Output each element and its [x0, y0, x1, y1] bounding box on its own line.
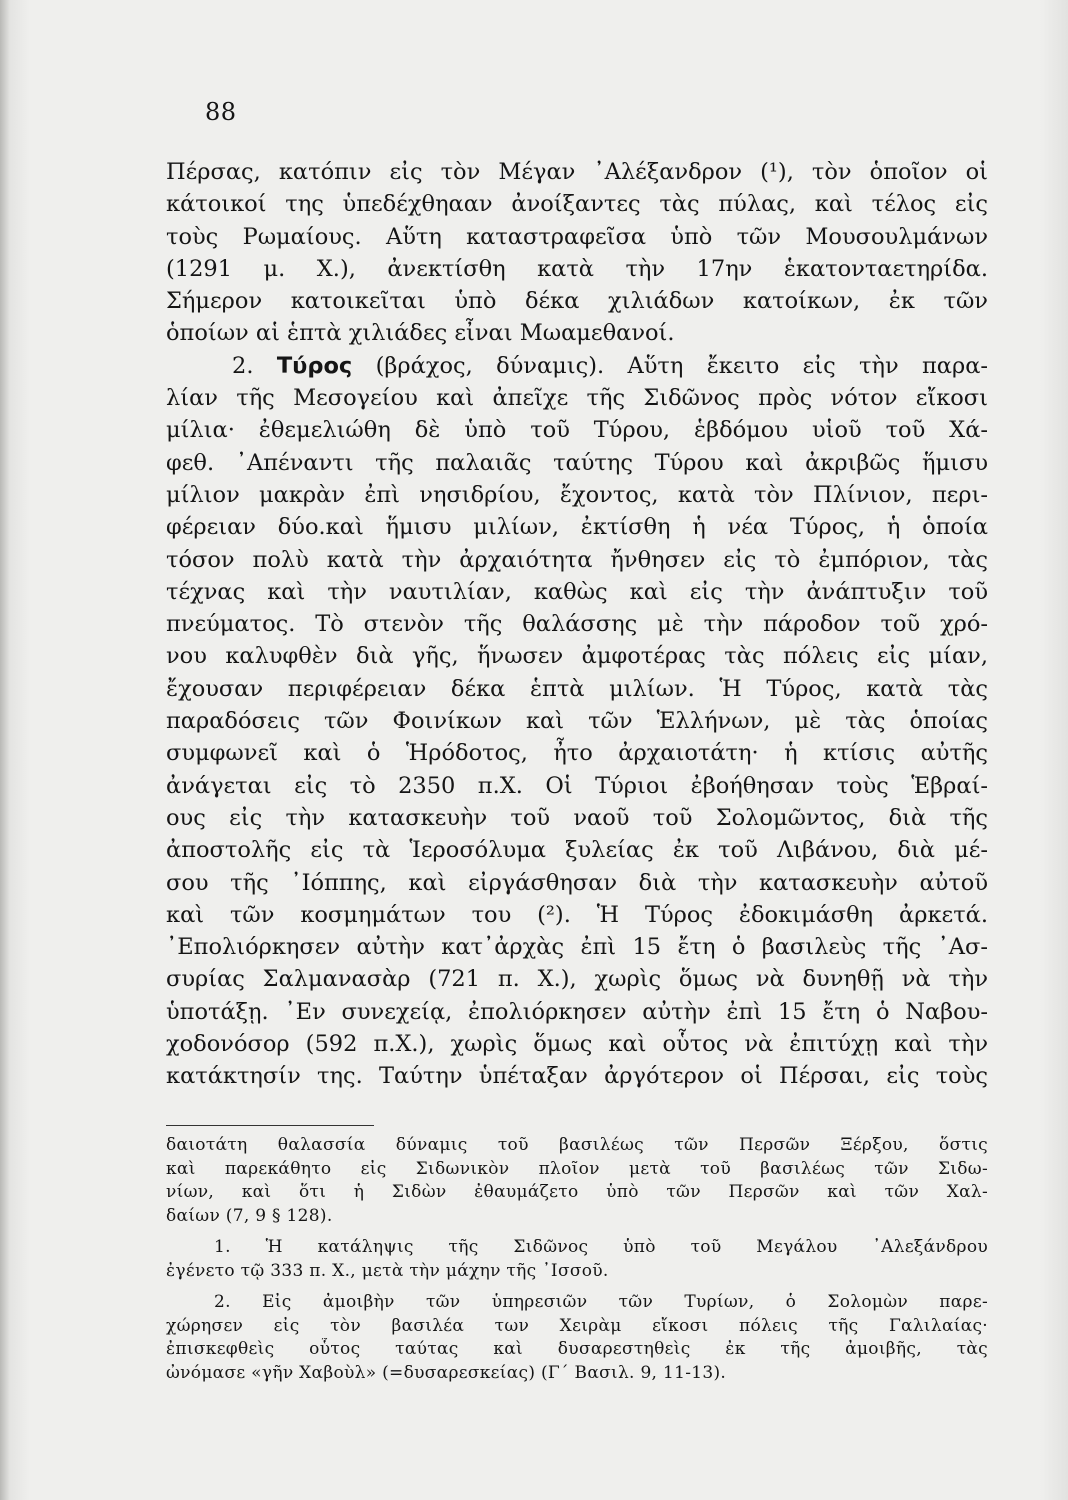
footnote-gap	[166, 1228, 988, 1236]
footnote-2-line: ἐπισκεφθεὶς οὗτος ταύτας καὶ δυσαρεστηθεὶς ἐκ τῆς ἀμοιβῆς, τὰς	[166, 1339, 988, 1359]
footnote-2-line: 2. Εἰς ἀμοιβὴν τῶν ὑπηρεσιῶν τῶν Τυρίων, ὁ Σολομὼν παρε-	[214, 1292, 988, 1312]
text-line: ἔχουσαν περιφέρειαν δέκα ἑπτὰ μιλίων. Ἡ Τύρος, κατὰ τὰς	[166, 675, 988, 702]
text-line: λίαν τῆς Μεσογείου καὶ ἀπεῖχε τῆς Σιδῶνος πρὸς νότον εἴκοσι	[166, 385, 988, 412]
text-line: μίλια· ἐθεμελιώθη δὲ ὑπὸ τοῦ Τύρου, ἑβδόμου υἱοῦ τοῦ Χά-	[166, 417, 988, 444]
text-line: ἀποστολῆς εἰς τὰ Ἱεροσόλυμα ξυλείας ἐκ τοῦ Λιβάνου, διὰ μέ-	[166, 837, 988, 864]
text-line: τοὺς Ρωμαίους. Αὕτη καταστραφεῖσα ὑπὸ τῶν Μουσουλμάνων	[166, 223, 988, 250]
text-line: κατάκτησίν της. Ταύτην ὑπέταξαν ἀργότερον οἱ Πέρσαι, εἰς τοὺς	[166, 1063, 988, 1090]
footnote-2-line: ὠνόμασε «γῆν Χαβοὺλ» (=δυσαρεσκείας) (Γ΄ Βασιλ. 9, 11-13).	[166, 1362, 727, 1383]
text-line: τέχνας καὶ τὴν ναυτιλίαν, καθὼς καὶ εἰς τὴν ἀνάπτυξιν τοῦ	[166, 578, 988, 605]
text-line: Σήμερον κατοικεῖται ὑπὸ δέκα χιλιάδων κατοίκων, ἐκ τῶν	[166, 288, 988, 315]
text-line: συρίας Σαλμανασὰρ (721 π. Χ.), χωρὶς ὅμως νὰ δυνηθῇ νὰ τὴν	[166, 966, 988, 993]
text-line: Πέρσας, κατόπιν εἰς τὸν Μέγαν ᾿Αλέξανδρον (¹), τὸν ὁποῖον οἱ	[166, 159, 988, 185]
text-line: κάτοικοί της ὑπεδέχθηααν ἀνοίξαντες τὰς πύλας, καὶ τέλος εἰς	[166, 191, 988, 218]
footnote-2-line: χώρησεν εἰς τὸν βασιλέα των Χειρὰμ εἴκοσι πόλεις τῆς Γαλιλαίας·	[166, 1315, 988, 1336]
text-line: ὁποίων αἱ ἑπτὰ χιλιάδες εἶναι Μωαμεθανοί.	[166, 320, 675, 347]
text-line: παραδόσεις τῶν Φοινίκων καὶ τῶν Ἑλλήνων, μὲ τὰς ὁποίας	[166, 708, 988, 735]
text-line: συμφωνεῖ καὶ ὁ Ἡρόδοτος, ἦτο ἀρχαιοτάτη· ἡ κτίσις αὐτῆς	[166, 740, 988, 767]
footnote-line: νίων, καὶ ὅτι ἡ Σιδὼν ἐθαυμάζετο ὑπὸ τῶν Περσῶν καὶ τῶν Χαλ-	[166, 1182, 988, 1202]
text-line: φεθ. ᾿Απέναντι τῆς παλαιᾶς ταύτης Τύρου καὶ ἀκριβῶς ἥμισυ	[166, 449, 988, 476]
text-line: σου τῆς ᾿Ιόππης, καὶ εἰργάσθησαν διὰ τὴν κατασκευὴν αὐτοῦ	[166, 869, 988, 896]
text-line: τόσον πολὺ κατὰ τὴν ἀρχαιότητα ἤνθησεν εἰς τὸ ἐμπόριον, τὰς	[166, 546, 988, 573]
footnotes	[166, 1134, 988, 1385]
section-heading-line	[166, 350, 988, 382]
text-line: (1291 μ. Χ.), ἀνεκτίσθη κατὰ τὴν 17ην ἑκατονταετηρίδα.	[166, 255, 988, 282]
text-line: ους εἰς τὴν κατασκευὴν τοῦ ναοῦ τοῦ Σολομῶντος, διὰ τῆς	[166, 804, 988, 831]
text-line: φέρειαν δύο.καὶ ἥμισυ μιλίων, ἐκτίσθη ἡ νέα Τύρος, ἡ ὁποία	[166, 514, 988, 541]
footnote-line: καὶ παρεκάθητο εἰς Σιδωνικὸν πλοῖον μετὰ τοῦ βασιλέως τῶν Σιδω-	[166, 1158, 988, 1179]
text-line: πνεύματος. Τὸ στενὸν τῆς θαλάσσης μὲ τὴν πάροδον τοῦ χρό-	[166, 611, 988, 638]
text-line: μίλιον μακρὰν ἐπὶ νησιδρίου, ἔχοντος, κατὰ τὸν Πλίνιον, περι-	[166, 481, 988, 508]
section-heading: Τύρος	[276, 352, 353, 379]
footnote-line: δαίων (7, 9 § 128).	[166, 1205, 333, 1226]
footnote-gap	[166, 1283, 988, 1291]
text-line: χοδονόσορ (592 π.Χ.), χωρὶς ὅμως καὶ οὗτος νὰ ἐπιτύχῃ καὶ τὴν	[166, 1031, 988, 1058]
text-line: καὶ τῶν κοσμημάτων του (²). Ἡ Τύρος ἐδοκιμάσθη ἀρκετά.	[166, 901, 988, 928]
footnote-1-line: ἐγένετο τῷ 333 π. Χ., μετὰ τὴν μάχην τῆς ᾿Ισσοῦ.	[166, 1260, 609, 1281]
text-line: νου καλυφθὲν διὰ γῆς, ἥνωσεν ἀμφοτέρας τὰς πόλεις εἰς μίαν,	[166, 643, 988, 670]
footnote-divider	[166, 1125, 374, 1126]
section-heading-rest: (βράχος, δύναμις). Αὕτη ἔκειτο εἰς τὴν παρα-	[375, 352, 988, 379]
footnote-line: δαιοτάτη θαλασσία δύναμις τοῦ βασιλέως τῶν Περσῶν Ξέρξου, ὅστις	[166, 1135, 988, 1155]
page-number: 88	[205, 98, 237, 126]
footnote-1-line: 1. Ἡ κατάληψις τῆς Σιδῶνος ὑπὸ τοῦ Μεγάλου ᾿Αλεξάνδρου	[214, 1237, 988, 1257]
section-number: 2.	[232, 352, 254, 379]
text-line: ὑποτάξῃ. ᾿Εν συνεχείᾳ, ἐπολιόρκησεν αὐτὴν ἐπὶ 15 ἔτη ὁ Ναβου-	[166, 998, 988, 1025]
text-line: ᾿Επολιόρκησεν αὐτὴν κατ᾿ἀρχὰς ἐπὶ 15 ἔτη ὁ βασιλεὺς τῆς ᾿Ασ-	[166, 934, 988, 961]
text-line: ἀνάγεται εἰς τὸ 2350 π.Χ. Οἱ Τύριοι ἐβοήθησαν τοὺς Ἑβραί-	[166, 772, 988, 799]
main-text	[166, 156, 988, 1093]
